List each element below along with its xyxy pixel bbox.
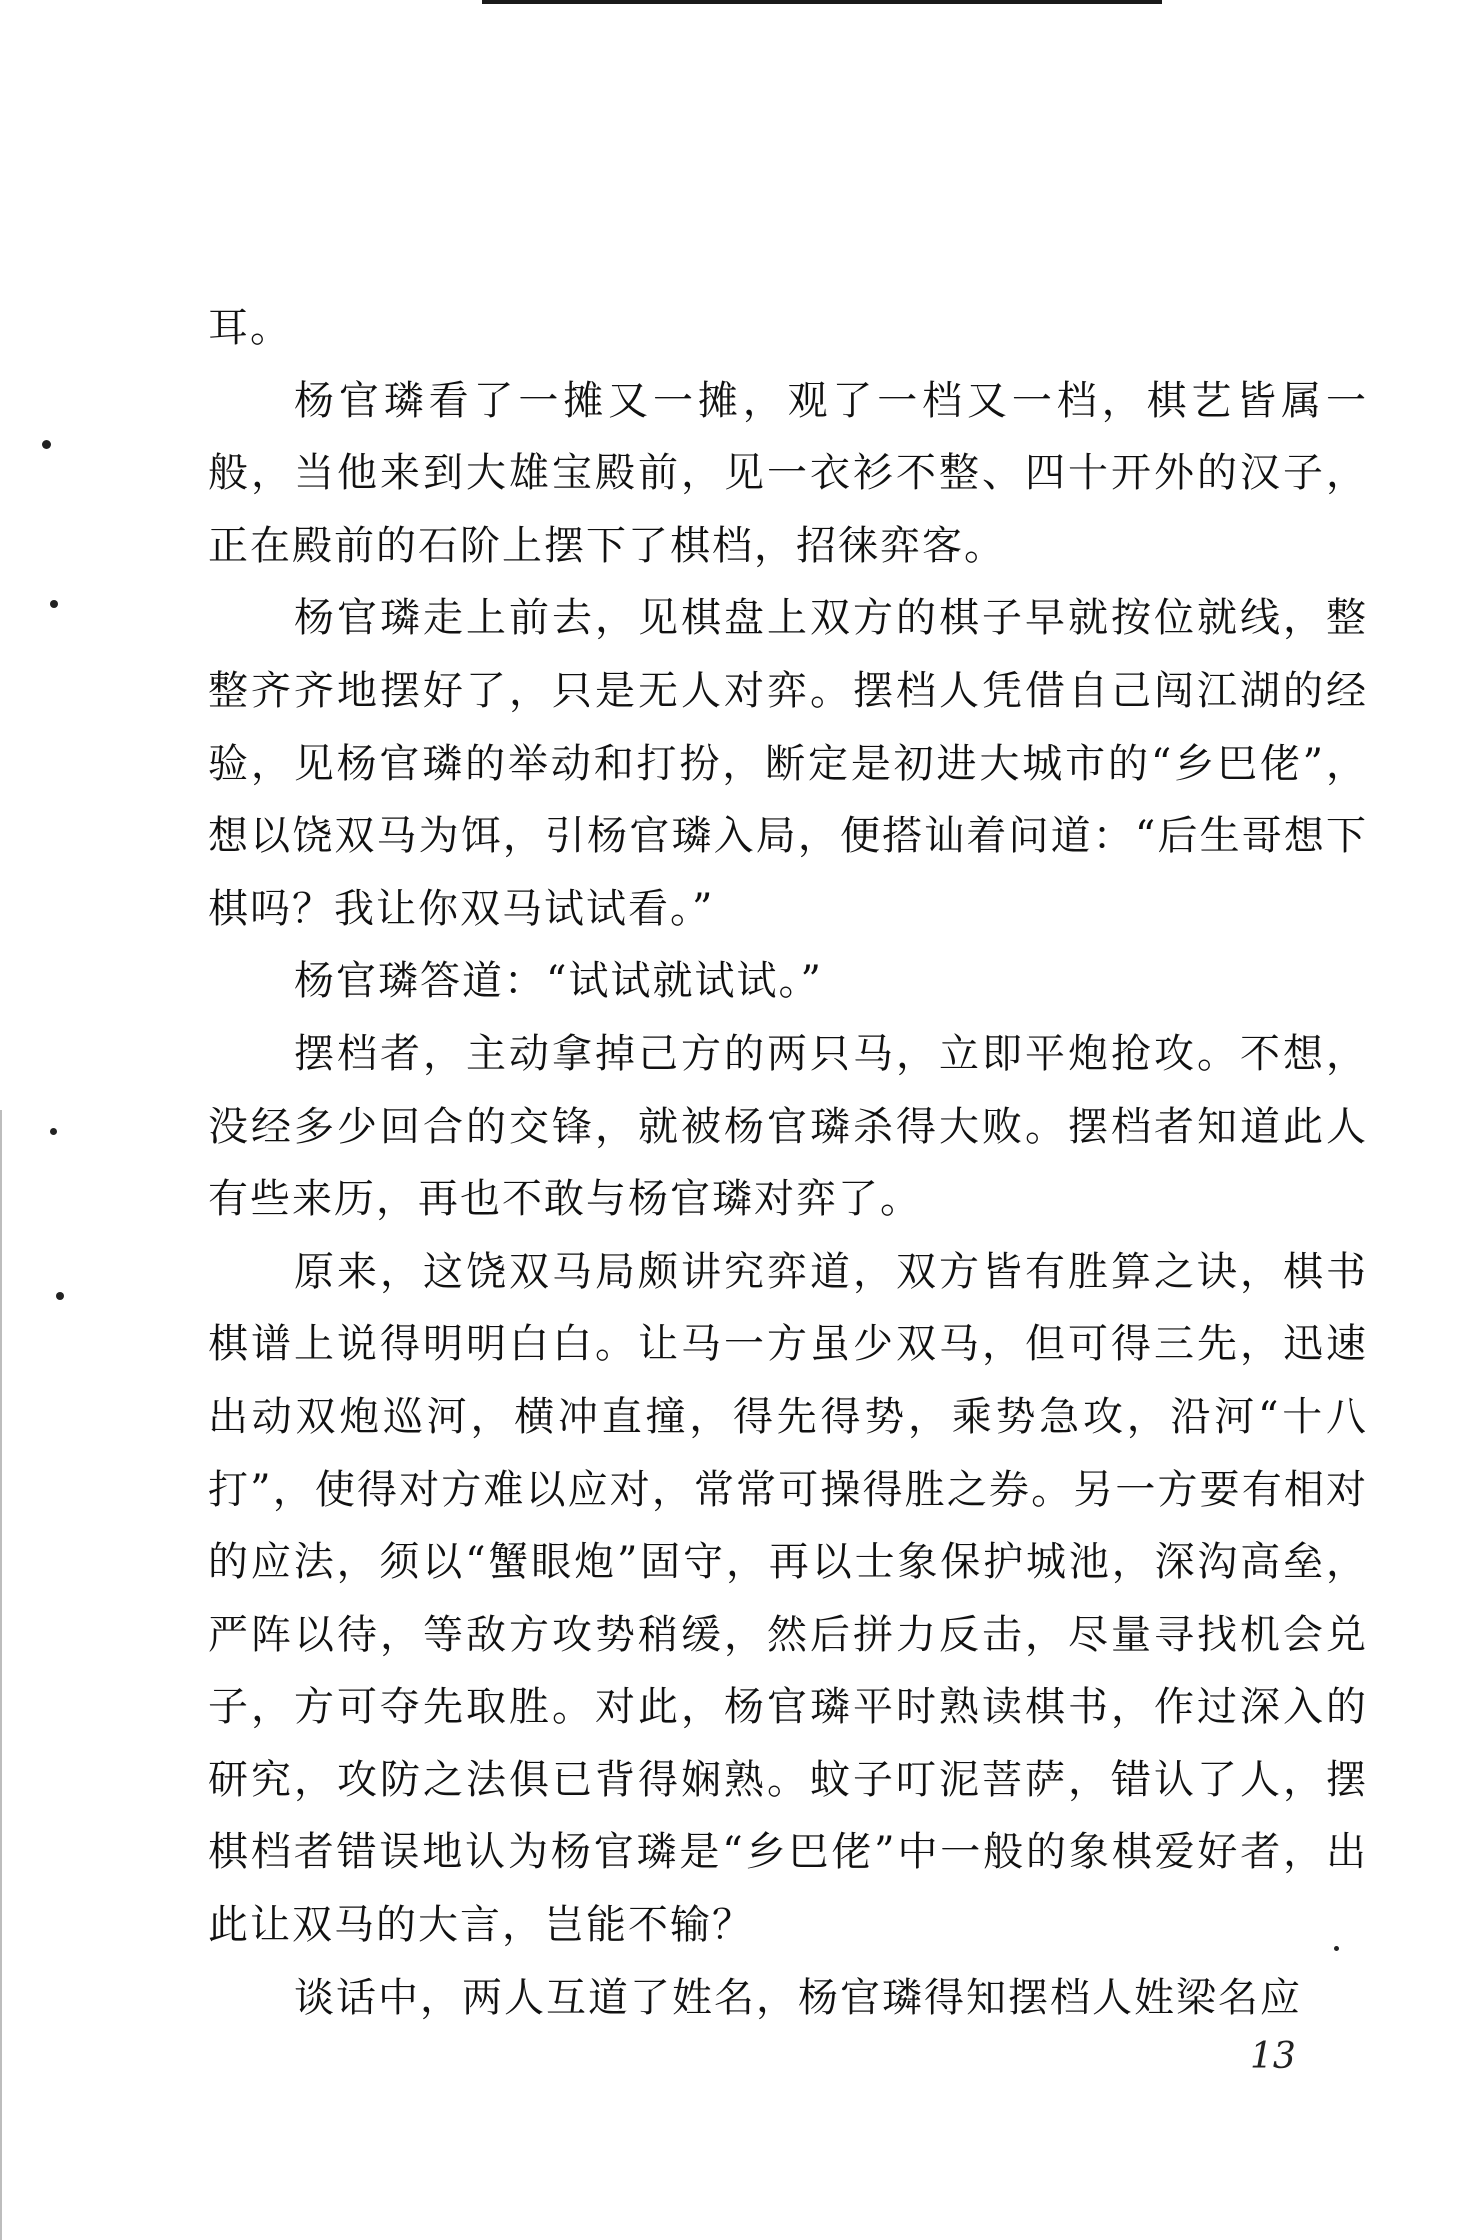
paragraph: 杨官璘看了一摊又一摊，观了一档又一档，棋艺皆属一般，当他来到大雄宝殿前，见一衣衫不整、四十开外的汉子，正在殿前的石阶上摆下了棋档，招徕弈客。	[208, 377, 1368, 569]
paragraph: 摆档者，主动拿掉己方的两只马，立即平炮抢攻。不想，没经多少回合的交锋，就被杨官璘杀得大败。摆档者知道此人有些来历，再也不敢与杨官璘对弈了。	[208, 1030, 1368, 1223]
page-number: 13	[1250, 2036, 1296, 2077]
paragraph: 杨官璘答道：“试试就试试。”	[294, 958, 823, 1005]
scan-speck	[50, 1128, 57, 1135]
scan-speck	[50, 600, 58, 608]
edge-rule	[0, 1110, 2, 2240]
paragraph: 耳。	[208, 305, 292, 351]
body-text	[208, 292, 1368, 2034]
scan-speck	[42, 440, 51, 449]
scan-speck	[56, 1292, 64, 1300]
paragraph: 谈话中，两人互道了姓名，杨官璘得知摆档人姓梁名应	[294, 1974, 1302, 2021]
paragraph: 杨官璘走上前去，见棋盘上双方的棋子早就按位就线，整整齐齐地摆好了，只是无人对弈。摆档人凭借自己闯江湖的经验，见杨官璘的举动和打扮，断定是初进大城市的“乡巴佬”，想以饶双马为饵，引杨官璘入局，便搭讪着问道：“后生哥想下棋吗？我让你双马试试看。”	[208, 595, 1368, 932]
top-rule	[482, 0, 1162, 4]
paragraph: 原来，这饶双马局颇讲究弈道，双方皆有胜算之诀，棋书棋谱上说得明明白白。让马一方虽少双马，但可得三先，迅速出动双炮巡河，横冲直撞，得先得势，乘势急攻，沿河“十八打”，使得对方难以应对，常常可操得胜之券。另一方要有相对的应法，须以“蟹眼炮”固守，再以士象保护城池，深沟高垒，严阵以待，等敌方攻势稍缓，然后拼力反击，尽量寻找机会兑子，方可夺先取胜。对此，杨官璘平时熟读棋书，作过深入的研究，攻防之法俱已背得娴熟。蚊子叮泥菩萨，错认了人，摆棋档者错误地认为杨官璘是“乡巴佬”中一般的象棋爱好者，出此让双马的大言，岂能不输？	[208, 1248, 1368, 1949]
